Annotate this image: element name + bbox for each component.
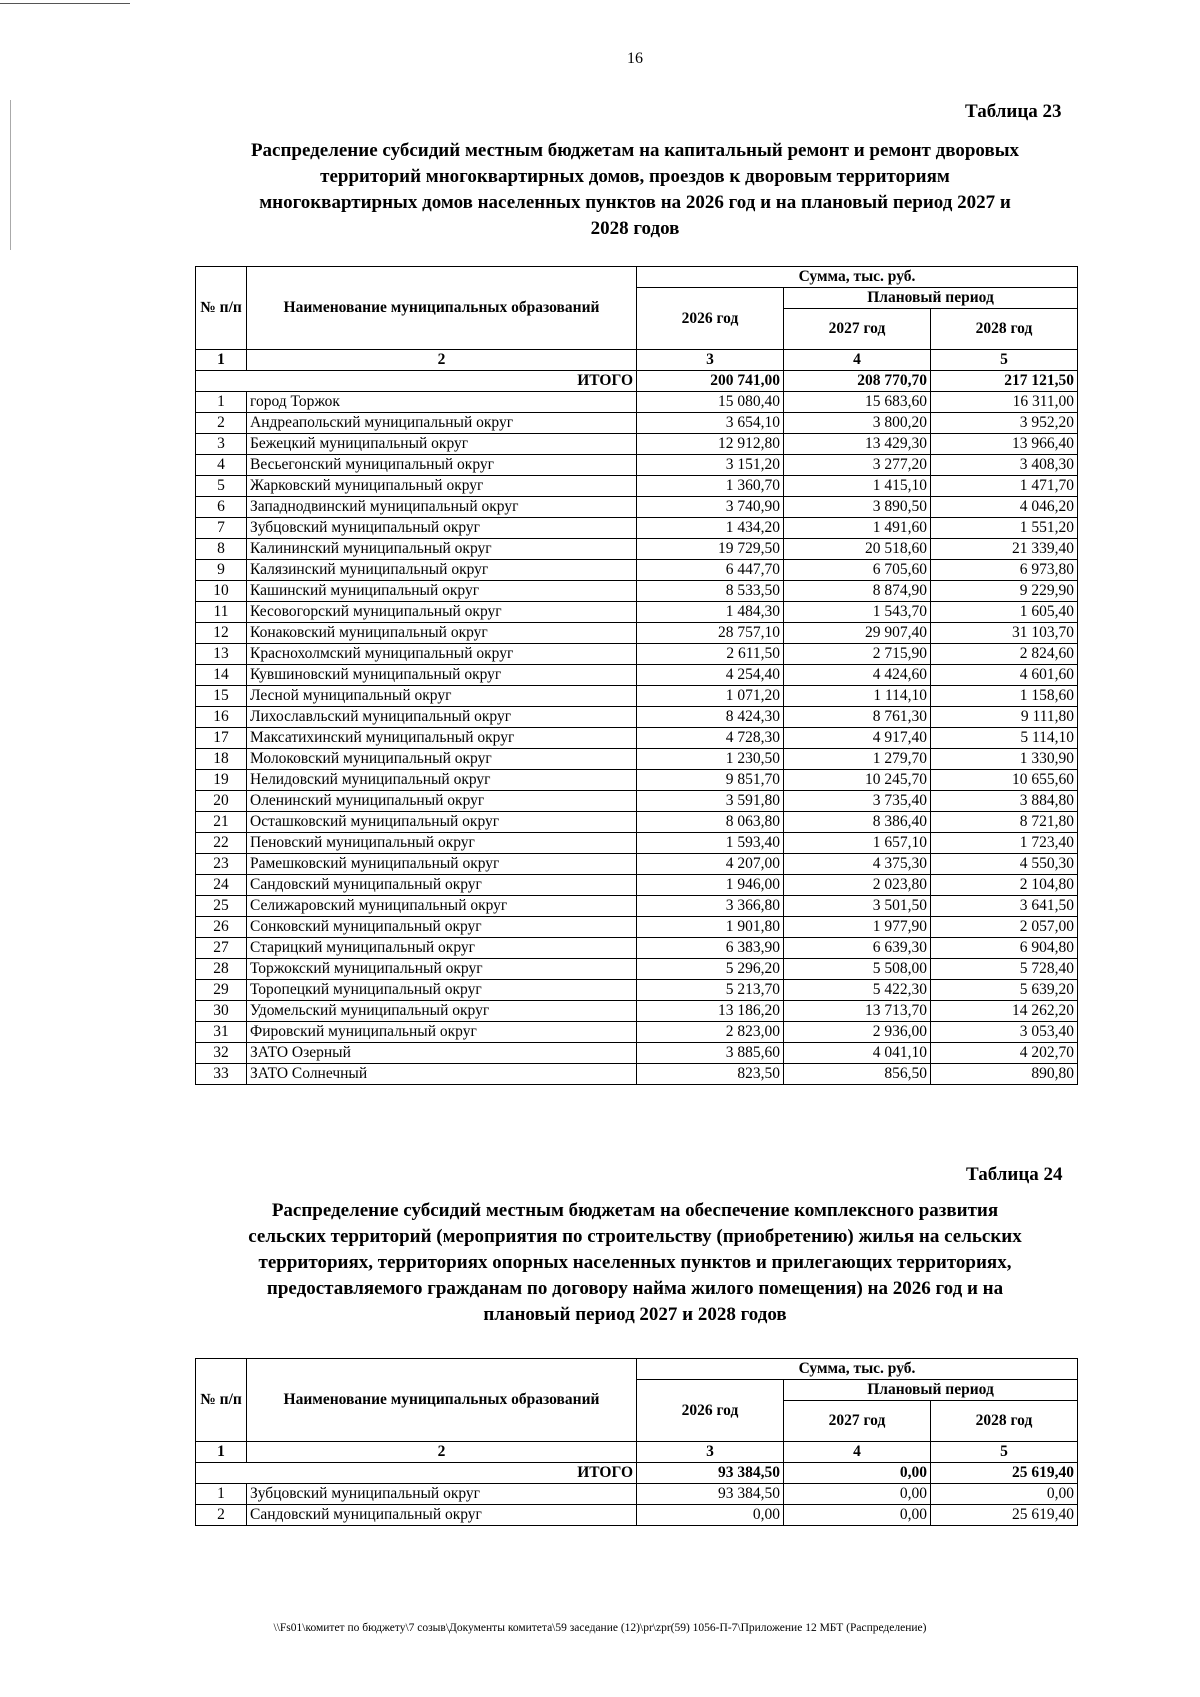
table23-label: Таблица 23: [965, 101, 1062, 122]
total-row: [196, 1463, 1078, 1484]
row-municipality-name: Удомельский муниципальный округ: [247, 1001, 637, 1022]
row-value-2026: 93 384,50: [637, 1484, 784, 1505]
row-municipality-name: ЗАТО Озерный: [247, 1043, 637, 1064]
table-row: [196, 1505, 1078, 1526]
row-value-2027: 856,50: [784, 1064, 931, 1085]
row-municipality-name: город Торжок: [247, 392, 637, 413]
row-value-2027: 29 907,40: [784, 623, 931, 644]
row-value-2026: 3 740,90: [637, 497, 784, 518]
row-number: 16: [196, 707, 247, 728]
row-number: 24: [196, 875, 247, 896]
table-row: [196, 1001, 1078, 1022]
row-municipality-name: Оленинский муниципальный округ: [247, 791, 637, 812]
row-value-2028: 2 104,80: [931, 875, 1078, 896]
row-value-2027: 1 491,60: [784, 518, 931, 539]
table-row: [196, 833, 1078, 854]
row-municipality-name: Кесовогорский муниципальный округ: [247, 602, 637, 623]
row-value-2028: 25 619,40: [931, 1505, 1078, 1526]
row-number: 15: [196, 686, 247, 707]
row-municipality-name: Западнодвинский муниципальный округ: [247, 497, 637, 518]
row-number: 3: [196, 434, 247, 455]
row-municipality-name: Лесной муниципальный округ: [247, 686, 637, 707]
table-row: [196, 455, 1078, 476]
table-row: [196, 707, 1078, 728]
col-index: 2: [247, 1442, 637, 1463]
table24-title-line: сельских территорий (мероприятия по строительству (приобретению) жилья на сельских: [248, 1226, 1022, 1247]
row-value-2026: 5 296,20: [637, 959, 784, 980]
page-number: 16: [627, 50, 643, 67]
row-municipality-name: Конаковский муниципальный округ: [247, 623, 637, 644]
table23-title-line: территорий многоквартирных домов, проездов к дворовым территориям: [320, 166, 950, 187]
row-municipality-name: Кувшиновский муниципальный округ: [247, 665, 637, 686]
total-2026: 200 741,00: [637, 371, 784, 392]
row-municipality-name: Нелидовский муниципальный округ: [247, 770, 637, 791]
row-value-2027: 15 683,60: [784, 392, 931, 413]
row-number: 1: [196, 392, 247, 413]
row-value-2028: 8 721,80: [931, 812, 1078, 833]
header-name: Наименование муниципальных образований: [247, 1359, 637, 1442]
row-number: 20: [196, 791, 247, 812]
row-value-2027: 4 041,10: [784, 1043, 931, 1064]
table-row: [196, 581, 1078, 602]
table24-title-line: предоставляемого гражданам по договору найма жилого помещения) на 2026 год и на: [266, 1278, 1004, 1299]
row-municipality-name: ЗАТО Солнечный: [247, 1064, 637, 1085]
table-row: [196, 980, 1078, 1001]
row-number: 18: [196, 749, 247, 770]
header-num: № п/п: [196, 267, 247, 350]
row-value-2026: 8 533,50: [637, 581, 784, 602]
row-number: 13: [196, 644, 247, 665]
row-value-2028: 5 639,20: [931, 980, 1078, 1001]
row-value-2026: 1 484,30: [637, 602, 784, 623]
header-2027: 2027 год: [784, 309, 931, 350]
total-2028: 217 121,50: [931, 371, 1078, 392]
row-number: 6: [196, 497, 247, 518]
row-municipality-name: Андреапольский муниципальный округ: [247, 413, 637, 434]
row-number: 11: [196, 602, 247, 623]
row-value-2028: 3 952,20: [931, 413, 1078, 434]
row-value-2026: 3 654,10: [637, 413, 784, 434]
row-value-2026: 13 186,20: [637, 1001, 784, 1022]
row-value-2027: 6 705,60: [784, 560, 931, 581]
row-value-2026: 6 447,70: [637, 560, 784, 581]
row-value-2026: 1 434,20: [637, 518, 784, 539]
row-municipality-name: Торжокский муниципальный округ: [247, 959, 637, 980]
row-value-2028: 1 158,60: [931, 686, 1078, 707]
col-index: 4: [784, 350, 931, 371]
row-municipality-name: Лихославльский муниципальный округ: [247, 707, 637, 728]
table-row: [196, 791, 1078, 812]
row-municipality-name: Калининский муниципальный округ: [247, 539, 637, 560]
row-municipality-name: Фировский муниципальный округ: [247, 1022, 637, 1043]
row-value-2028: 5 728,40: [931, 959, 1078, 980]
row-value-2026: 3 151,20: [637, 455, 784, 476]
row-value-2026: 4 207,00: [637, 854, 784, 875]
table-row: [196, 560, 1078, 581]
table-row: [196, 434, 1078, 455]
row-value-2028: 4 046,20: [931, 497, 1078, 518]
table-row: [196, 602, 1078, 623]
header-2026: 2026 год: [637, 288, 784, 350]
table-row: [196, 917, 1078, 938]
row-value-2027: 3 501,50: [784, 896, 931, 917]
row-number: 33: [196, 1064, 247, 1085]
row-number: 7: [196, 518, 247, 539]
table23-title-line: Распределение субсидий местным бюджетам на капитальный ремонт и ремонт дворовых: [250, 140, 1020, 161]
row-value-2026: 9 851,70: [637, 770, 784, 791]
table-row: [196, 728, 1078, 749]
table-row: [196, 959, 1078, 980]
col-index: 1: [196, 350, 247, 371]
row-municipality-name: Весьегонский муниципальный округ: [247, 455, 637, 476]
row-municipality-name: Краснохолмский муниципальный округ: [247, 644, 637, 665]
row-value-2028: 5 114,10: [931, 728, 1078, 749]
col-index: 1: [196, 1442, 247, 1463]
row-value-2026: 1 360,70: [637, 476, 784, 497]
total-2027: 0,00: [784, 1463, 931, 1484]
header-sum: Сумма, тыс. руб.: [637, 267, 1078, 288]
row-value-2026: 823,50: [637, 1064, 784, 1085]
row-value-2026: 3 885,60: [637, 1043, 784, 1064]
table-row: [196, 875, 1078, 896]
row-municipality-name: Бежецкий муниципальный округ: [247, 434, 637, 455]
row-value-2028: 0,00: [931, 1484, 1078, 1505]
col-index: 3: [637, 1442, 784, 1463]
row-value-2028: 4 550,30: [931, 854, 1078, 875]
row-number: 4: [196, 455, 247, 476]
row-value-2028: 6 904,80: [931, 938, 1078, 959]
total-2026: 93 384,50: [637, 1463, 784, 1484]
row-value-2026: 8 424,30: [637, 707, 784, 728]
row-value-2027: 2 023,80: [784, 875, 931, 896]
table24-label: Таблица 24: [966, 1164, 1063, 1185]
table-row: [196, 665, 1078, 686]
row-value-2027: 0,00: [784, 1505, 931, 1526]
row-municipality-name: Калязинский муниципальный округ: [247, 560, 637, 581]
row-value-2026: 1 071,20: [637, 686, 784, 707]
row-number: 25: [196, 896, 247, 917]
row-value-2028: 9 111,80: [931, 707, 1078, 728]
table24-title-line: Распределение субсидий местным бюджетам на обеспечение комплексного развития: [271, 1200, 999, 1221]
row-municipality-name: Сандовский муниципальный округ: [247, 1505, 637, 1526]
row-value-2028: 2 824,60: [931, 644, 1078, 665]
row-number: 31: [196, 1022, 247, 1043]
row-value-2028: 1 723,40: [931, 833, 1078, 854]
table-row: [196, 812, 1078, 833]
row-value-2027: 13 429,30: [784, 434, 931, 455]
row-value-2027: 4 375,30: [784, 854, 931, 875]
col-index: 3: [637, 350, 784, 371]
row-value-2027: 10 245,70: [784, 770, 931, 791]
table-row: [196, 749, 1078, 770]
table-row: [196, 686, 1078, 707]
table-row: [196, 413, 1078, 434]
header-2028: 2028 год: [931, 309, 1078, 350]
row-value-2027: 8 761,30: [784, 707, 931, 728]
row-municipality-name: Пеновский муниципальный округ: [247, 833, 637, 854]
table23-title-line: 2028 годов: [590, 218, 680, 239]
row-value-2027: 1 279,70: [784, 749, 931, 770]
table-row: [196, 476, 1078, 497]
table-row: [196, 392, 1078, 413]
row-value-2027: 20 518,60: [784, 539, 931, 560]
row-number: 1: [196, 1484, 247, 1505]
row-value-2027: 2 715,90: [784, 644, 931, 665]
row-value-2028: 1 471,70: [931, 476, 1078, 497]
row-value-2027: 1 114,10: [784, 686, 931, 707]
row-number: 32: [196, 1043, 247, 1064]
table-row: [196, 770, 1078, 791]
row-municipality-name: Сонковский муниципальный округ: [247, 917, 637, 938]
row-value-2027: 2 936,00: [784, 1022, 931, 1043]
header-plan-period: Плановый период: [784, 288, 1078, 309]
row-value-2026: 8 063,80: [637, 812, 784, 833]
row-value-2026: 2 611,50: [637, 644, 784, 665]
row-value-2027: 8 386,40: [784, 812, 931, 833]
row-municipality-name: Зубцовский муниципальный округ: [247, 518, 637, 539]
row-value-2027: 3 277,20: [784, 455, 931, 476]
row-value-2027: 3 800,20: [784, 413, 931, 434]
row-value-2026: 4 728,30: [637, 728, 784, 749]
row-value-2026: 2 823,00: [637, 1022, 784, 1043]
row-municipality-name: Старицкий муниципальный округ: [247, 938, 637, 959]
row-value-2026: 1 230,50: [637, 749, 784, 770]
row-value-2026: 1 593,40: [637, 833, 784, 854]
row-number: 5: [196, 476, 247, 497]
row-number: 8: [196, 539, 247, 560]
row-value-2026: 3 591,80: [637, 791, 784, 812]
table-row: [196, 497, 1078, 518]
table-row: [196, 1022, 1078, 1043]
row-value-2028: 31 103,70: [931, 623, 1078, 644]
total-label: ИТОГО: [196, 371, 637, 392]
row-number: 14: [196, 665, 247, 686]
header-sum: Сумма, тыс. руб.: [637, 1359, 1078, 1380]
row-municipality-name: Максатихинский муниципальный округ: [247, 728, 637, 749]
row-value-2027: 3 890,50: [784, 497, 931, 518]
total-label: ИТОГО: [196, 1463, 637, 1484]
row-value-2028: 1 605,40: [931, 602, 1078, 623]
row-value-2027: 13 713,70: [784, 1001, 931, 1022]
row-value-2028: 14 262,20: [931, 1001, 1078, 1022]
row-value-2028: 3 884,80: [931, 791, 1078, 812]
row-value-2026: 28 757,10: [637, 623, 784, 644]
row-number: 27: [196, 938, 247, 959]
row-value-2026: 0,00: [637, 1505, 784, 1526]
table-row: [196, 1484, 1078, 1505]
header-2028: 2028 год: [931, 1401, 1078, 1442]
row-value-2027: 1 543,70: [784, 602, 931, 623]
row-number: 9: [196, 560, 247, 581]
row-number: 29: [196, 980, 247, 1001]
header-2026: 2026 год: [637, 1380, 784, 1442]
row-municipality-name: Селижаровский муниципальный округ: [247, 896, 637, 917]
row-value-2026: 1 901,80: [637, 917, 784, 938]
table-row: [196, 1064, 1078, 1085]
total-2028: 25 619,40: [931, 1463, 1078, 1484]
row-value-2027: 1 657,10: [784, 833, 931, 854]
total-2027: 208 770,70: [784, 371, 931, 392]
row-municipality-name: Молоковский муниципальный округ: [247, 749, 637, 770]
row-value-2027: 3 735,40: [784, 791, 931, 812]
row-value-2027: 1 977,90: [784, 917, 931, 938]
row-municipality-name: Кашинский муниципальный округ: [247, 581, 637, 602]
row-value-2028: 2 057,00: [931, 917, 1078, 938]
row-value-2028: 9 229,90: [931, 581, 1078, 602]
row-value-2027: 5 422,30: [784, 980, 931, 1001]
col-index: 5: [931, 1442, 1078, 1463]
scan-artifact-top-line: [0, 3, 130, 4]
row-value-2027: 4 424,60: [784, 665, 931, 686]
table24-title: [190, 1198, 1080, 1328]
table23-title: [190, 138, 1080, 242]
header-name: Наименование муниципальных образований: [247, 267, 637, 350]
row-number: 2: [196, 1505, 247, 1526]
row-value-2028: 13 966,40: [931, 434, 1078, 455]
col-index: 2: [247, 350, 637, 371]
table24-title-line: территориях, территориях опорных населенных пунктов и прилегающих территориях,: [258, 1252, 1012, 1273]
col-index: 5: [931, 350, 1078, 371]
row-number: 23: [196, 854, 247, 875]
row-number: 2: [196, 413, 247, 434]
table-row: [196, 623, 1078, 644]
row-value-2028: 16 311,00: [931, 392, 1078, 413]
table24-grid: [195, 1358, 1078, 1526]
column-index-row: [196, 1442, 1078, 1463]
row-value-2026: 4 254,40: [637, 665, 784, 686]
row-value-2027: 6 639,30: [784, 938, 931, 959]
row-value-2026: 12 912,80: [637, 434, 784, 455]
row-number: 30: [196, 1001, 247, 1022]
footer-file-path: \\Fs01\комитет по бюджету\7 созыв\Документы комитета\59 заседание (12)\pr\zpr(59) 1056-П-7\Приложение 12 МБТ (Распределение): [273, 1622, 927, 1634]
row-value-2028: 3 408,30: [931, 455, 1078, 476]
row-value-2027: 1 415,10: [784, 476, 931, 497]
row-number: 10: [196, 581, 247, 602]
total-row: [196, 371, 1078, 392]
row-municipality-name: Торопецкий муниципальный округ: [247, 980, 637, 1001]
scan-artifact-left-line: [10, 100, 11, 250]
row-number: 21: [196, 812, 247, 833]
row-municipality-name: Осташковский муниципальный округ: [247, 812, 637, 833]
table23-grid: [195, 266, 1078, 1085]
row-value-2028: 21 339,40: [931, 539, 1078, 560]
table24-title-line: плановый период 2027 и 2028 годов: [483, 1304, 787, 1325]
row-municipality-name: Жарковский муниципальный округ: [247, 476, 637, 497]
row-value-2028: 4 601,60: [931, 665, 1078, 686]
row-value-2026: 15 080,40: [637, 392, 784, 413]
column-index-row: [196, 350, 1078, 371]
table-row: [196, 896, 1078, 917]
row-value-2028: 3 053,40: [931, 1022, 1078, 1043]
col-index: 4: [784, 1442, 931, 1463]
row-municipality-name: Зубцовский муниципальный округ: [247, 1484, 637, 1505]
row-value-2026: 6 383,90: [637, 938, 784, 959]
table-row: [196, 539, 1078, 560]
row-value-2026: 1 946,00: [637, 875, 784, 896]
table-row: [196, 644, 1078, 665]
row-value-2028: 4 202,70: [931, 1043, 1078, 1064]
table-row: [196, 518, 1078, 539]
row-value-2027: 4 917,40: [784, 728, 931, 749]
row-value-2028: 10 655,60: [931, 770, 1078, 791]
row-number: 28: [196, 959, 247, 980]
header-num: № п/п: [196, 1359, 247, 1442]
table-row: [196, 854, 1078, 875]
row-value-2028: 6 973,80: [931, 560, 1078, 581]
row-value-2027: 8 874,90: [784, 581, 931, 602]
table23-title-line: многоквартирных домов населенных пунктов на 2026 год и на плановый период 2027 и: [259, 192, 1011, 213]
table-row: [196, 938, 1078, 959]
row-value-2027: 0,00: [784, 1484, 931, 1505]
row-value-2026: 5 213,70: [637, 980, 784, 1001]
header-plan-period: Плановый период: [784, 1380, 1078, 1401]
row-number: 26: [196, 917, 247, 938]
row-value-2028: 890,80: [931, 1064, 1078, 1085]
row-number: 19: [196, 770, 247, 791]
header-2027: 2027 год: [784, 1401, 931, 1442]
row-value-2028: 3 641,50: [931, 896, 1078, 917]
row-number: 17: [196, 728, 247, 749]
table-row: [196, 1043, 1078, 1064]
row-municipality-name: Сандовский муниципальный округ: [247, 875, 637, 896]
row-value-2028: 1 551,20: [931, 518, 1078, 539]
row-value-2028: 1 330,90: [931, 749, 1078, 770]
row-value-2026: 3 366,80: [637, 896, 784, 917]
row-value-2026: 19 729,50: [637, 539, 784, 560]
row-number: 22: [196, 833, 247, 854]
row-municipality-name: Рамешковский муниципальный округ: [247, 854, 637, 875]
row-number: 12: [196, 623, 247, 644]
row-value-2027: 5 508,00: [784, 959, 931, 980]
